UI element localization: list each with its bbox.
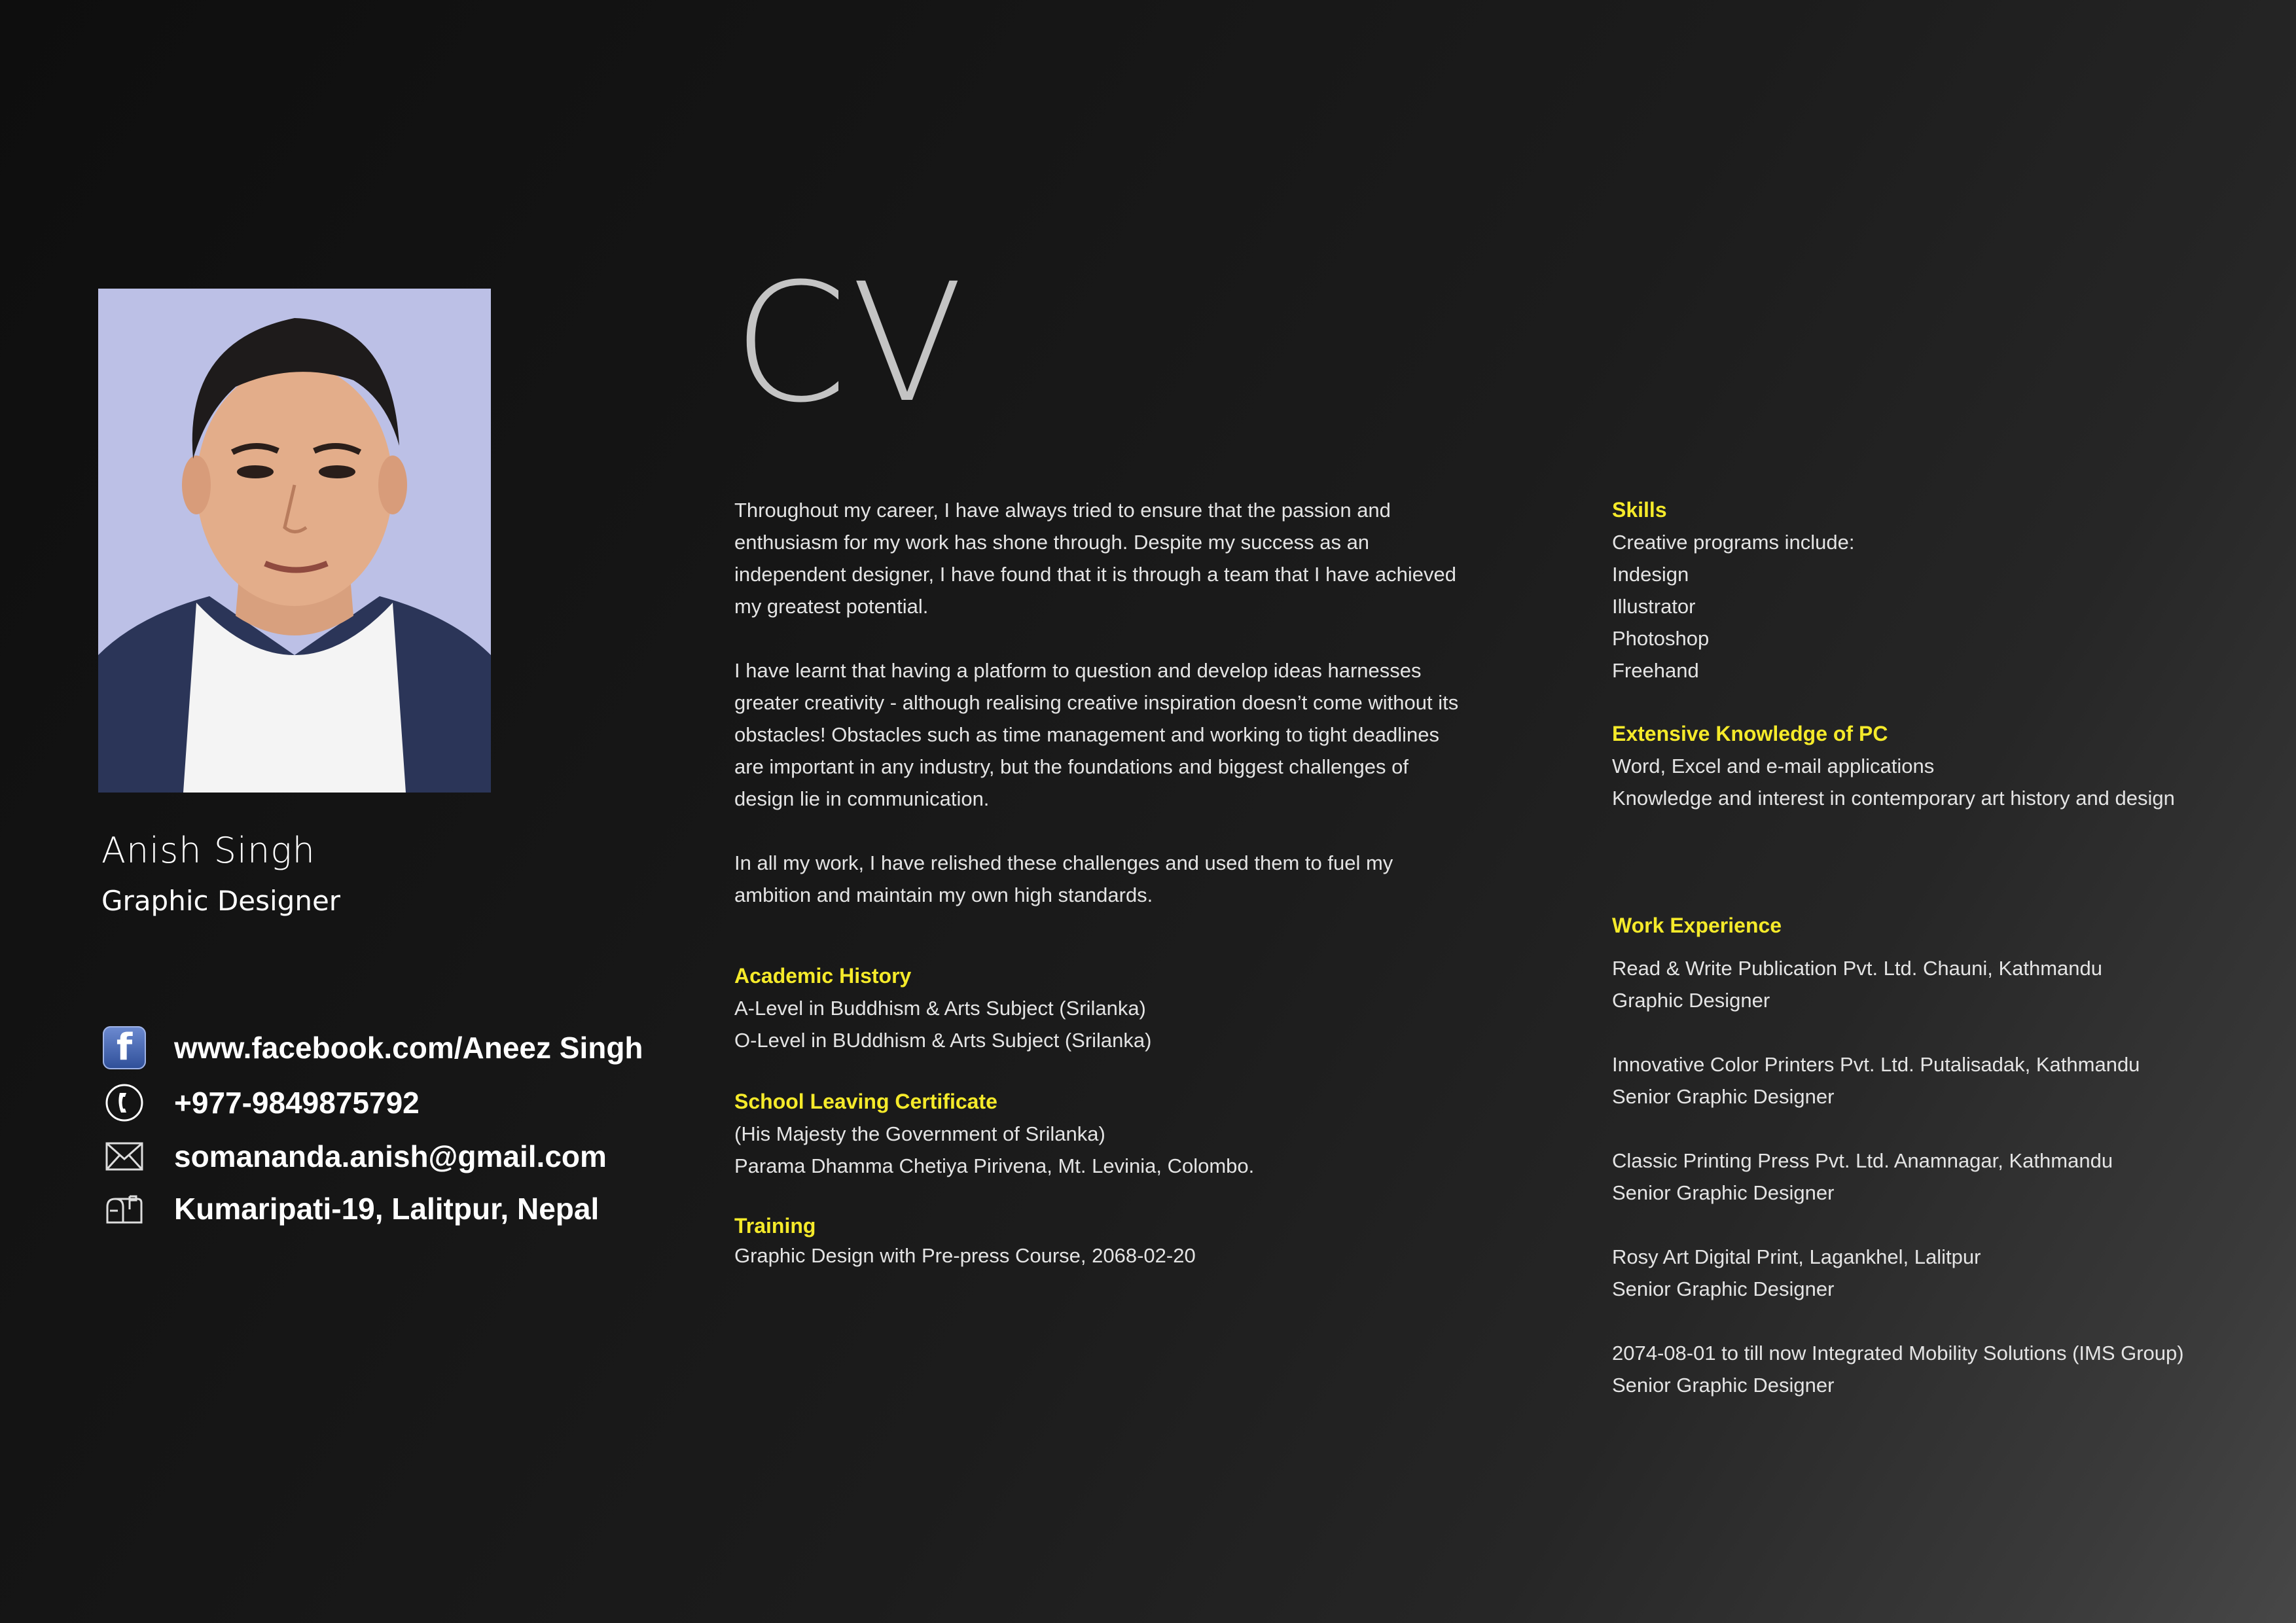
skills-item: Photoshop [1612, 627, 1710, 650]
work-section [1612, 910, 2267, 1401]
portrait-illustration [98, 289, 491, 793]
text-line: design lie in communication. [734, 787, 990, 810]
skills-item: Freehand [1612, 659, 1699, 682]
about-paragraph-3 [734, 847, 1507, 911]
slc-section [734, 1086, 1507, 1182]
academic-heading: Academic History [734, 964, 912, 988]
contact-phone[interactable] [102, 1080, 665, 1126]
work-company: 2074-08-01 to till now Integrated Mobility Solutions (IMS Group) [1612, 1342, 2184, 1364]
work-entry [1612, 1145, 2267, 1209]
work-company: Rosy Art Digital Print, Lagankhel, Lalitpur [1612, 1245, 1981, 1268]
text-line: are important in any industry, but the foundations and biggest challenges of [734, 755, 1408, 778]
facebook-icon: f [102, 1026, 147, 1070]
work-company: Classic Printing Press Pvt. Ltd. Anamnagar, Kathmandu [1612, 1149, 2113, 1172]
phone-icon [102, 1080, 147, 1125]
text-line: my greatest potential. [734, 595, 929, 618]
academic-section [734, 960, 1507, 1056]
text-line: ambition and maintain my own high standards. [734, 883, 1153, 906]
training-item: Graphic Design with Pre-press Course, 2068-02-20 [734, 1244, 1196, 1267]
skills-item: Indesign [1612, 563, 1689, 586]
profile-title: Graphic Designer [101, 885, 341, 917]
work-entry [1612, 1048, 2267, 1113]
academic-item: O-Level in BUddhism & Arts Subject (Srilanka) [734, 1029, 1152, 1052]
profile-name: Anish Singh [101, 830, 315, 871]
profile-photo [98, 289, 491, 793]
contact-address-text: Kumaripati-19, Lalitpur, Nepal [174, 1192, 600, 1226]
work-role: Senior Graphic Designer [1612, 1085, 1835, 1108]
work-role: Graphic Designer [1612, 989, 1770, 1012]
text-line: Throughout my career, I have always tried to ensure that the passion and [734, 499, 1391, 522]
work-company: Innovative Color Printers Pvt. Ltd. Putalisadak, Kathmandu [1612, 1053, 2140, 1076]
contact-email[interactable] [102, 1133, 665, 1179]
contact-facebook-text: www.facebook.com/Aneez Singh [174, 1031, 643, 1065]
text-line: enthusiasm for my work has shone through. Despite my success as an [734, 531, 1370, 554]
slc-item: (His Majesty the Government of Srilanka) [734, 1122, 1105, 1145]
slc-heading: School Leaving Certificate [734, 1090, 997, 1113]
pc-knowledge-heading: Extensive Knowledge of PC [1612, 722, 1888, 745]
training-heading: Training [734, 1214, 816, 1238]
text-line: In all my work, I have relished these challenges and used them to fuel my [734, 851, 1393, 874]
training-section [734, 1211, 1507, 1271]
text-line: greater creativity - although realising creative inspiration doesn’t come without its [734, 691, 1459, 714]
contact-email-text: somananda.anish@gmail.com [174, 1139, 607, 1173]
about-paragraph-2 [734, 654, 1507, 815]
pc-knowledge-section [1612, 718, 2267, 814]
text-line: I have learnt that having a platform to question and develop ideas harnesses [734, 659, 1422, 682]
skills-heading: Skills [1612, 498, 1667, 522]
work-entry [1612, 1337, 2267, 1401]
work-entry [1612, 1241, 2267, 1305]
mailbox-icon [102, 1186, 147, 1231]
work-entry [1612, 952, 2267, 1016]
mail-icon [102, 1134, 147, 1179]
work-heading: Work Experience [1612, 914, 1782, 937]
text-line: obstacles! Obstacles such as time management and working to tight deadlines [734, 723, 1439, 746]
skills-section [1612, 494, 2267, 687]
skills-item: Creative programs include: [1612, 531, 1855, 554]
about-section [734, 494, 1507, 911]
work-role: Senior Graphic Designer [1612, 1277, 1835, 1300]
work-company: Read & Write Publication Pvt. Ltd. Chauni, Kathmandu [1612, 957, 2103, 980]
about-paragraph-1 [734, 494, 1507, 622]
slc-item: Parama Dhamma Chetiya Pirivena, Mt. Levinia, Colombo. [734, 1154, 1255, 1177]
contact-address[interactable] [102, 1186, 665, 1232]
work-role: Senior Graphic Designer [1612, 1374, 1835, 1397]
academic-item: A-Level in Buddhism & Arts Subject (Srilanka) [734, 997, 1146, 1020]
text-line: independent designer, I have found that it is through a team that I have achieved [734, 563, 1456, 586]
contact-facebook[interactable] [102, 1025, 665, 1071]
document-heading: CV [733, 248, 967, 438]
skills-item: Illustrator [1612, 595, 1696, 618]
pc-knowledge-item: Knowledge and interest in contemporary art history and design [1612, 787, 2175, 810]
work-role: Senior Graphic Designer [1612, 1181, 1835, 1204]
contact-phone-text: +977-9849875792 [174, 1086, 420, 1120]
pc-knowledge-item: Word, Excel and e-mail applications [1612, 755, 1935, 777]
